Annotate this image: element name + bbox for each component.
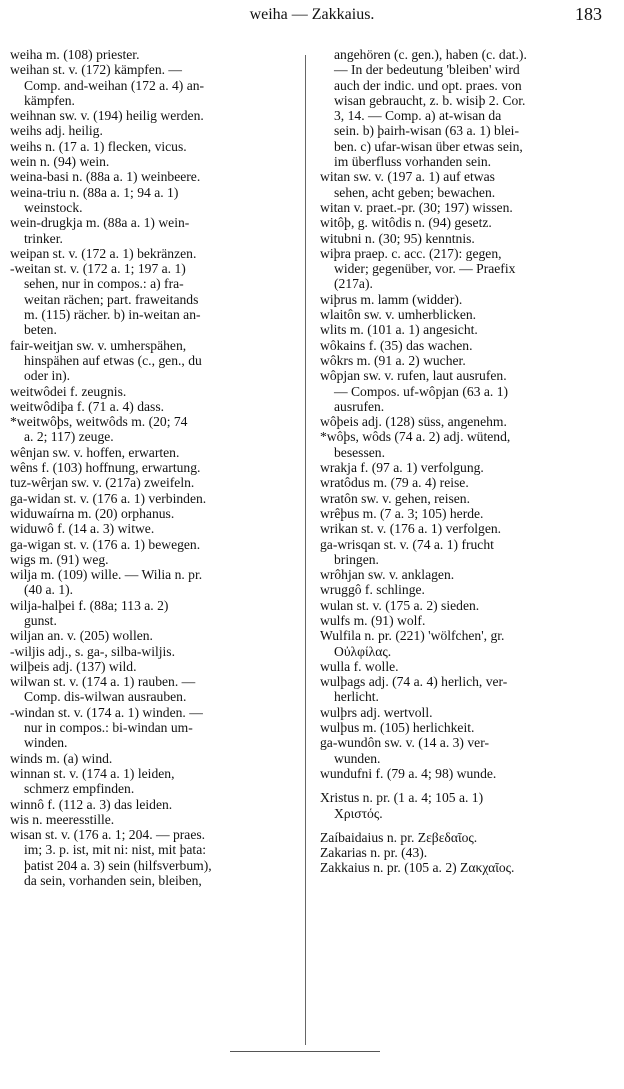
entry-line: — In der bedeutung 'bleiben' wird: [334, 62, 520, 78]
entry-line: wunden.: [334, 750, 381, 766]
entry-line: auch der indic. und opt. praes. von: [334, 77, 522, 93]
entry-line: wilþeis adj. (137) wild.: [10, 658, 137, 674]
entry-line: wêns f. (103) hoffnung, erwartung.: [10, 460, 201, 476]
entry-line: wrôhjan sw. v. anklagen.: [320, 567, 455, 583]
column-divider: [305, 55, 306, 1045]
entry-line: Xristus n. pr. (1 a. 4; 105 a. 1): [320, 790, 484, 806]
entry-line: winnan st. v. (174 a. 1) leiden,: [10, 765, 175, 781]
entry-line: wênjan sw. v. hoffen, erwarten.: [10, 444, 180, 460]
entry-line: ga-wrisqan st. v. (74 a. 1) frucht: [320, 536, 494, 552]
entry-line: trinker.: [24, 230, 63, 246]
entry-line: wisan st. v. (176 a. 1; 204. — praes.: [10, 827, 206, 843]
entry-line: wulan st. v. (175 a. 2) sieden.: [320, 597, 480, 613]
entry-line: *weitwôþs, weitwôds m. (20; 74: [10, 414, 188, 430]
entry-line: wlits m. (101 a. 1) angesicht.: [320, 322, 478, 338]
entry-line: witan v. praet.-pr. (30; 197) wissen.: [320, 199, 513, 215]
entry-line: wulþus m. (105) herlichkeit.: [320, 720, 475, 736]
entry-line: fair-weitjan sw. v. umherspähen,: [10, 337, 187, 353]
entry-line: wisan gebraucht, z. b. wisiþ 2. Cor.: [334, 92, 526, 108]
entry-line: weihs adj. heilig.: [10, 123, 103, 139]
entry-line: — Compos. uf-wôpjan (63 a. 1): [334, 383, 509, 399]
entry-line: wiljan an. v. (205) wollen.: [10, 628, 153, 644]
entry-line: winden.: [24, 735, 68, 751]
entry-line: wratôdus m. (79 a. 4) reise.: [320, 475, 469, 491]
entry-line: widuwô f. (14 a. 3) witwe.: [10, 521, 155, 537]
entry-line: weiha m. (108) priester.: [10, 47, 140, 62]
entry-line: Οὐλφίλας.: [334, 643, 392, 659]
entry-line: weinstock.: [24, 199, 83, 215]
entry-line: weina-basi n. (88a a. 1) weinbeere.: [10, 169, 201, 185]
entry-line: wlaitôn sw. v. umherblicken.: [320, 307, 477, 323]
entry-line: wundufni f. (79 a. 4; 98) wunde.: [320, 765, 497, 781]
entry-line: winds m. (a) wind.: [10, 750, 113, 766]
entry-line: schmerz empfinden.: [24, 781, 135, 797]
entry-line: wrikan st. v. (176 a. 1) verfolgen.: [320, 521, 502, 537]
entry-line: wiþrus m. lamm (widder).: [320, 291, 463, 307]
entry-line: wilja m. (109) wille. — Wilia n. pr.: [10, 567, 203, 583]
entry-line: ga-wigan st. v. (176 a. 1) bewegen.: [10, 536, 201, 552]
entry-line: (217a).: [334, 276, 373, 292]
entry-line: witan sw. v. (197 a. 1) auf etwas: [320, 169, 495, 185]
entry-line: wulla f. wolle.: [320, 658, 399, 674]
entry-line: bringen.: [334, 551, 379, 567]
entry-line: ausrufen.: [334, 398, 385, 414]
entry-line: wôpjan sw. v. rufen, laut ausrufen.: [320, 368, 507, 384]
entry-line: wis n. meeresstille.: [10, 811, 115, 827]
entry-line: (40 a. 1).: [24, 582, 74, 598]
entry-line: weitwôdei f. zeugnis.: [10, 383, 127, 399]
entry-line: kämpfen.: [24, 92, 75, 108]
entry-line: sehen, acht geben; bewachen.: [334, 184, 496, 200]
entry-line: wilwan st. v. (174 a. 1) rauben. —: [10, 674, 196, 690]
entry-line: a. 2; 117) zeuge.: [24, 429, 114, 445]
entry-line: wilja-halþei f. (88a; 113 a. 2): [10, 597, 169, 613]
entry-line: weitwôdiþa f. (71 a. 4) dass.: [10, 398, 165, 414]
entry-line: oder in).: [24, 368, 71, 384]
entry-line: tuz-wêrjan sw. v. (217a) zweifeln.: [10, 475, 195, 491]
entry-line: Zakkaius n. pr. (105 a. 2) Ζακχαῖος.: [320, 860, 515, 876]
entry-line: wein-drugkja m. (88a a. 1) wein-: [10, 215, 190, 231]
entry-line: gunst.: [24, 612, 57, 628]
entry-line: nur in compos.: bi-windan um-: [24, 720, 193, 736]
page-number: 183: [575, 4, 602, 24]
entry-line: wruggô f. schlinge.: [320, 582, 425, 598]
entry-line: Χριστός.: [334, 805, 383, 821]
entry-line: wiþra praep. c. acc. (217): gegen,: [320, 245, 502, 261]
entry-line: sehen, nur in compos.: a) fra-: [24, 276, 184, 292]
entry-line: widuwaírna m. (20) orphanus.: [10, 505, 175, 521]
entry-line: ga-widan st. v. (176 a. 1) verbinden.: [10, 490, 207, 506]
entry-line: Zakarias n. pr. (43).: [320, 845, 428, 861]
entry-line: weipan st. v. (172 a. 1) bekränzen.: [10, 245, 197, 261]
entry-line: weihan st. v. (172) kämpfen. —: [10, 62, 183, 78]
entry-line: angehören (c. gen.), haben (c. dat.).: [334, 47, 527, 62]
entry-line: -weitan st. v. (172 a. 1; 197 a. 1): [10, 261, 186, 277]
entry-line: winnô f. (112 a. 3) das leiden.: [10, 796, 173, 812]
entry-line: Wulfila n. pr. (221) 'wölfchen', gr.: [320, 628, 505, 644]
entry-line: Zaíbaidaius n. pr. Ζεβεδαῖος.: [320, 829, 478, 845]
entry-line: 3, 14. — Comp. a) at-wisan da: [334, 108, 502, 124]
page-header: [0, 4, 624, 28]
entry-line: ben. c) ufar-wisan über etwas sein,: [334, 138, 523, 154]
entry-line: im überfluss vorhanden sein.: [334, 154, 492, 170]
entry-line: wider; gegenüber, vor. — Praefix: [334, 261, 516, 277]
entry-line: weitan rächen; part. fraweitands: [24, 291, 199, 307]
entry-line: witubni n. (30; 95) kenntnis.: [320, 230, 475, 246]
running-head: weiha — Zakkaius.: [249, 6, 375, 23]
entry-line: wigs m. (91) weg.: [10, 551, 109, 567]
entry-line: -wiljis adj., s. ga-, silba-wiljis.: [10, 643, 175, 659]
entry-line: da sein, vorhanden sein, bleiben,: [24, 873, 202, 889]
entry-line: besessen.: [334, 444, 385, 460]
entry-line: wrakja f. (97 a. 1) verfolgung.: [320, 460, 484, 476]
entry-line: wrêþus m. (7 a. 3; 105) herde.: [320, 505, 484, 521]
entry-line: *wôþs, wôds (74 a. 2) adj. wütend,: [320, 429, 511, 445]
entry-line: im; 3. p. ist, mit ni: nist, mit þata:: [24, 842, 207, 858]
entry-line: wulþags adj. (74 a. 4) herlich, ver-: [320, 674, 508, 690]
entry-line: Comp. and-weihan (172 a. 4) an-: [24, 77, 205, 93]
entry-line: wôkrs m. (91 a. 2) wucher.: [320, 352, 466, 368]
right-column: [320, 47, 609, 876]
entry-line: sein. b) þairh-wisan (63 a. 1) blei-: [334, 123, 519, 139]
left-column: [10, 47, 295, 888]
entry-line: wulfs m. (91) wolf.: [320, 612, 426, 628]
entry-line: ga-wundôn sw. v. (14 a. 3) ver-: [320, 735, 489, 751]
entry-line: wratôn sw. v. gehen, reisen.: [320, 490, 470, 506]
footer-rule: [230, 1051, 380, 1052]
entry-line: -windan st. v. (174 a. 1) winden. —: [10, 704, 203, 720]
entry-line: wôþeis adj. (128) süss, angenehm.: [320, 414, 507, 430]
entry-line: witôþ, g. witôdis n. (94) gesetz.: [320, 215, 492, 231]
entry-line: hinspähen auf etwas (c., gen., du: [24, 352, 202, 368]
entry-line: herlicht.: [334, 689, 379, 705]
entry-line: wulþrs adj. wertvoll.: [320, 704, 433, 720]
entry-line: wôkains f. (35) das wachen.: [320, 337, 473, 353]
entry-line: þatist 204 a. 3) sein (hilfsverbum),: [24, 857, 212, 873]
entry-line: beten.: [24, 322, 57, 338]
entry-line: m. (115) rächer. b) in-weitan an-: [24, 307, 201, 323]
entry-line: wein n. (94) wein.: [10, 154, 110, 170]
entry-line: weihnan sw. v. (194) heilig werden.: [10, 108, 204, 124]
entry-line: Comp. dis-wilwan ausrauben.: [24, 689, 187, 705]
entry-line: weina-triu n. (88a a. 1; 94 a. 1): [10, 184, 179, 200]
entry-line: weihs n. (17 a. 1) flecken, vicus.: [10, 138, 187, 154]
